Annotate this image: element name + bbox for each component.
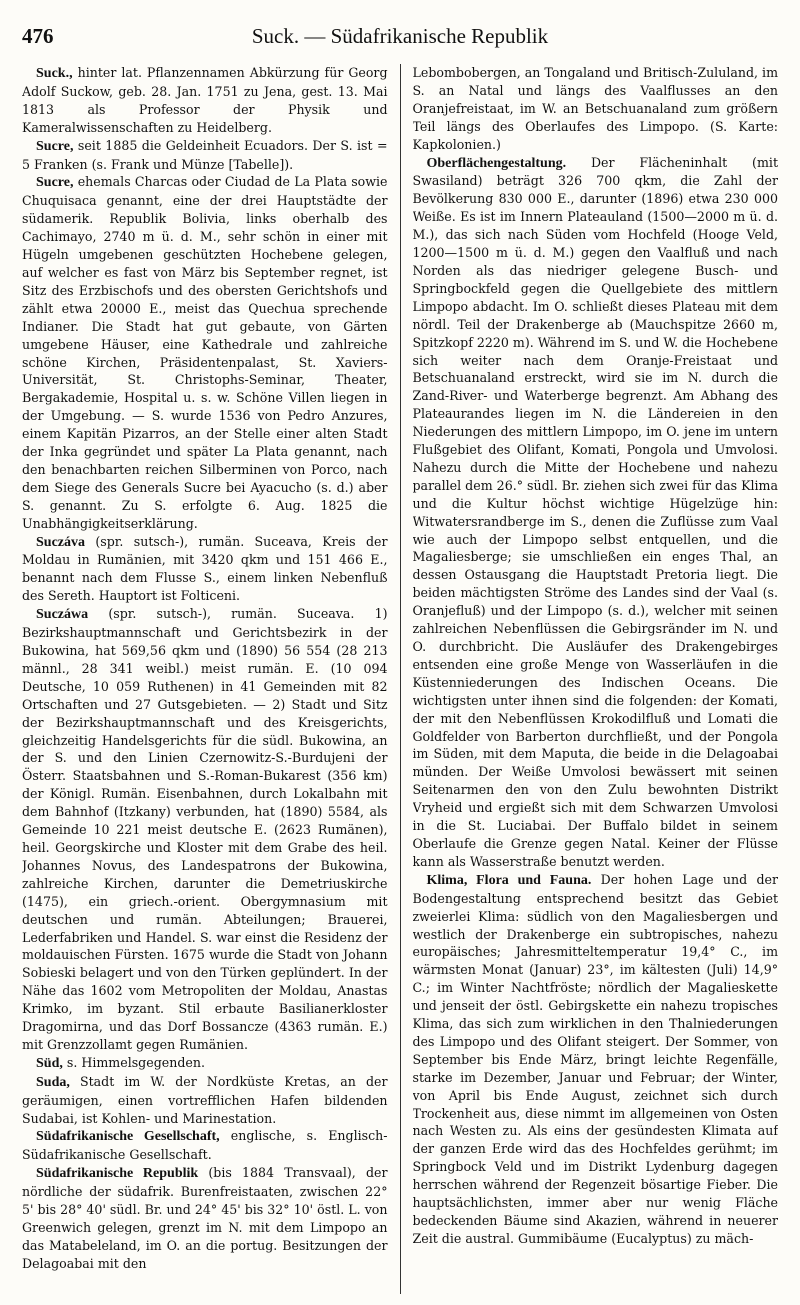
headword: Sucre, [36,138,74,154]
entry-text: s. Himmelsgegenden. [66,1054,205,1070]
entry-text: hinter lat. Pflanzennamen Abkürzung für Georg Adolf Suckow, geb. 28. Jan. 1751 zu Jena, gest. 13. Mai 1813 als Professor der Physik und Kameralwissenschaften zu Heidelberg. [22,65,388,135]
entry [22,1054,388,1073]
headword: Sucre, [36,175,74,191]
headword: Suck., [36,66,73,81]
entry-text: (bis 1884 Transvaal), der nördliche der südafrik. Burenfreistaaten, zwischen 22° 5' bis 28° 40' südl. Br. und 24° 45' bis 32° 10' östl. L. von Greenwich gelegen, grenzt im N. mit dem Limpopo an das Matabeleland, im O. an die portug. Besitzungen der Delagoabai mit den [22,1165,388,1271]
entry [22,1073,388,1128]
entry-text: Lebombobergen, an Tongaland und Britisch-Zululand, im S. an Natal und längs des Vaalflusses an den Oranjefreistaat, im W. an Betschuanaland zum größern Teil längs des Oberlaufes des Limpopo. (S. Karte: Kapkolonien.) [412,65,779,152]
entry-text: Der hohen Lage und der Bodengestaltung entsprechend besitzt das Gebiet zweierlei Klima: südlich von den Magaliesbergen und westlich der Drakenberge ein subtropisches, nahezu europäisches; Jahresmitteltemperatur 19,4° C., im wärmsten Monat (Januar) 23°, im kältesten (Juli) 14,9° C.; im Winter Nachtfröste; nördlich der Magalieskette und jenseit der östl. Gebirgskette ein nahezu tropisches Klima, das sich zum wirklichen in den Thalniederungen des Limpopo und des Olifant steigert. Der Sommer, von September bis Ende März, bringt leichte Regenfälle, starke im Dezember, Januar und Februar; der Winter, von April bis Ende August, zeichnet sich durch Trockenheit aus, diese nimmt im allgemeinen von Osten nach Westen zu. Als eins der gesündesten Klimata auf der ganzen Erde wird das des Hochfeldes gerühmt; im Springbock Veld und im Distrikt Lydenburg dagegen herrschen während der Regenzeit bösartige Fieber. Die hauptsächlichsten, immer aber nur wenig Fläche bedeckenden Bäume sind Akazien, während in neuerer Zeit die austral. Gummibäume (Eucalyptus) zu mäch- [412,871,779,1246]
headword: Suczáwa [36,607,89,623]
entry [22,173,388,532]
headword: Suda, [36,1074,70,1090]
text-columns [22,64,778,1294]
running-title: Suck. — Südafrikanische Republik [251,24,549,48]
headword: Süd, [36,1055,63,1071]
entry [22,1127,388,1164]
entry-text: ehemals Charcas oder Ciudad de La Plata sowie Chuquisaca genannt, eine der drei Hauptstädte der südamerik. Republik Bolivia, links oberhalb des Cachimayo, 2740 m ü. d. M., sehr schön in einer mit Hügeln umgebenen geschützten Hochebene gelegen, auf welcher es fast von März bis September regnet, ist Sitz des Erzbischofs und des obersten Gerichtshofs und zählt etwa 20000 E., meist das Quechua sprechende Indianer. Die Stadt hat gut gebaute, von Gärten umgebene Häuser, eine Kathedrale und zahlreiche schöne Kirchen, Präsidentenpalast, St. Xaviers-Universität, St. Christophs-Seminar, Theater, Bergakademie, Hospital u. s. w. Schöne Villen liegen in der Umgebung. — S. wurde 1536 von Pedro Anzures, einem Kapitän Pizarros, an der Stelle einer alten Stadt der Inka gegründet und später La Plata genannt, nach den benachbarten reichen Silberminen von Porco, nach dem Siege des Generals Sucre bei Ayacucho (s. d.) aber S. genannt. Zu S. erfolgte 6. Aug. 1825 die Unabhängigkeitserklärung. [22,174,388,531]
entry-text: englische, s. Englisch-Südafrikanische Gesellschaft. [22,1128,388,1163]
entry [22,1164,388,1272]
column-divider [400,64,401,1294]
entry-text: (spr. sutsch-), rumän. Suceava, Kreis der Moldau in Rumänien, mit 3420 qkm und 151 466 E., benannt nach dem Flusse S., einem linken Nebenfluß des Sereth. Hauptort ist Folticeni. [22,533,388,604]
entry [413,154,779,871]
entry [22,605,388,1054]
entry-text: Der Flächeninhalt (mit Swasiland) beträgt 326 700 qkm, die Zahl der Bevölkerung 830 000 E., darunter (1896) etwa 230 000 Weiße. Es ist im Innern Plateauland (1500—2000 m ü. d. M.), das sich nach Süden vom Hochfeld (Hooge Veld, 1200—1500 m ü. d. M.) gegen den Vaalfluß und nach Norden als das niedriger gelegene Busch- und Springbockfeld gegen die Quellgebiete des mittlern Limpopo abdacht. Im O. schließt dieses Plateau mit dem nördl. Teil der Drakenberge ab (Mauchspitze 2660 m, Spitzkopf 2220 m). Während im S. und W. die Hochebene sich weiter nach dem Oranje-Freistaat und Betschuanaland erstreckt, wird sie im N. durch die Zand-River- und Waterberge begrenzt. Am Abhang des Plateaurandes liegen im N. die Ländereien in den Niederungen des mittlern Limpopo, im O. jene im untern Flußgebiet des Olifant, Komati, Pongola und Umvolosi. Nahezu durch die Mitte der Hochebene und nahezu parallel dem 26.° südl. Br. ziehen sich zwei für das Klima und die Kultur höchst wichtige Hügelzüge hin: Witwatersrandberge im S., denen die Zuflüsse zum Vaal wie auch der Limpopo selbst entquellen, und die Magaliesberge; sie umschließen ein enges Thal, an dessen Ostausgang die Hauptstadt Pretoria liegt. Die beiden mächtigsten Ströme des Landes sind der Vaal (s. Oranjefluß) und der Limpopo (s. d.), welcher mit seinen zahlreichen Nebenflüssen die Gebirgsränder im N. und O. durchbricht. Die Ausläufer des Drakengebirges entsenden eine große Menge von Wasserläufen in die Küstenniederungen des Indischen Oceans. Die wichtigsten unter ihnen sind die folgenden: der Komati, der mit den Nebenflüssen Krokodilfluß und Lomati die Goldfelder von Barberton durchfließt, und der Pongola im Süden, mit dem Maputa, die beide in die Delagoabai münden. Der Weiße Umvolosi bewässert mit seinen Seitenarmen den von den Zulu bewohnten Distrikt Vryheid und ergießt sich mit dem Schwarzen Umvolosi in die St. Luciabai. Der Buffalo bildet in seinem Oberlaufe die Grenze gegen Natal. Keiner der Flüsse kann als Wasserstraße benutzt werden. [412,154,779,869]
entry-text: (spr. sutsch-), rumän. Suceava. 1) Bezirkshauptmannschaft und Gerichtsbezirk in der Bukowina, hat 569,56 qkm und (1890) 56 554 (28 213 männl., 28 341 weibl.) meist rumän. E. (10 094 Deutsche, 10 059 Ruthenen) in 41 Gemeinden mit 82 Ortschaften und 27 Gutsgebieten. — 2) Stadt und Sitz der Bezirkshauptmannschaft und des Kreisgerichts, gleichzeitig Handelsgerichts für die südl. Bukowina, an der S. und den Linien Czernowitz-S.-Burdujeni der Österr. Staatsbahnen und S.-Roman-Bukarest (356 km) der Königl. Rumän. Eisenbahnen, durch Lokalbahn mit dem Bahnhof (Itzkany) verbunden, hat (1890) 5584, als Gemeinde 10 221 meist deutsche E. (2623 Rumänen), heil. Georgskirche und Kloster mit dem Grabe des heil. Johannes Novus, des Landespatrons der Bukowina, zahlreiche Kirchen, darunter die Demetriuskirche (1475), ein griech.-orient. Obergymnasium mit deutschen und rumän. Abteilungen; Brauerei, Lederfabriken und Handel. S. war einst die Residenz der moldauischen Fürsten. 1675 wurde die Stadt von Johann Sobieski belagert und von den Türken geplündert. In der Nähe das 1602 vom Metropoliten der Moldau, Anastas Krimko, im byzant. Stil erbaute Basilianerkloster Dragomirna, und das Dorf Bossancze (4363 rumän. E.) mit Grenzzollamt gegen Rumänien. [22,606,388,1052]
entry [22,137,388,174]
headword: Südafrikanische Republik [36,1166,199,1182]
entry-text: Stadt im W. der Nordküste Kretas, an der geräumigen, einen vortrefflichen Hafen bildenden Sudabai, ist Kohlen- und Marinestation. [22,1073,388,1126]
page-number: 476 [22,24,54,48]
headword: Südafrikanische Gesellschaft, [36,1129,220,1145]
entry [413,64,779,154]
page-header [22,24,778,52]
headword: Suczáva [36,534,85,550]
entry-text: seit 1885 die Geldeinheit Ecuadors. Der S. ist = 5 Franken (s. Frank und Münze [Tabelle]). [22,137,388,172]
entry [22,533,388,606]
right-column [413,64,779,1294]
left-column [22,64,388,1294]
section-heading: Klima, Flora und Fauna. [426,872,592,888]
section-heading: Oberflächengestaltung. [426,155,567,171]
entry [413,871,779,1248]
entry [22,64,388,137]
